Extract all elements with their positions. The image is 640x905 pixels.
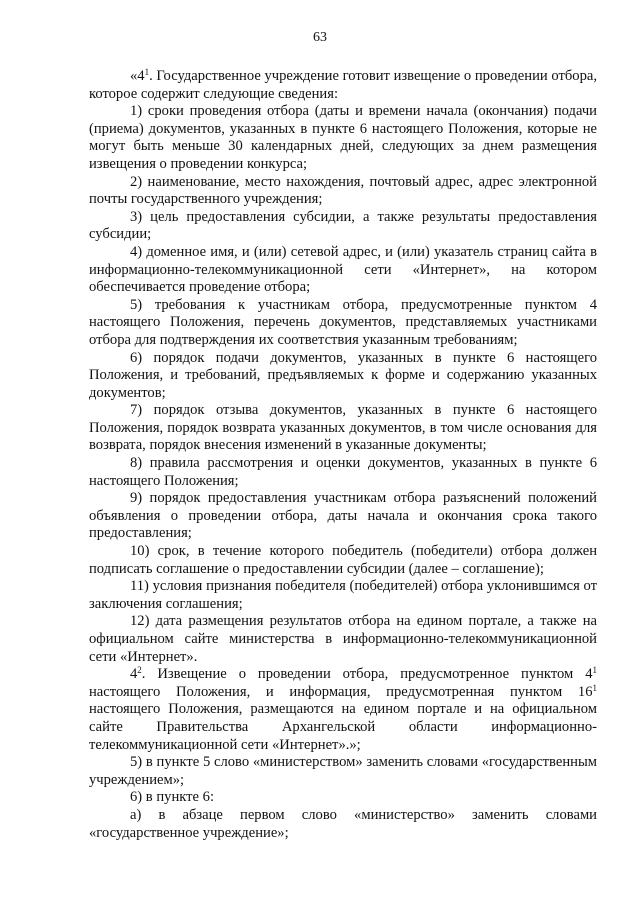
page-number: 63	[313, 30, 327, 45]
list-item-10: 10) срок, в течение которого победитель (победители) отбора должен подписать соглашение о предоставлении субсидии (далее – соглашение);	[89, 543, 597, 577]
superscript: 2	[137, 665, 142, 676]
list-item-1: 1) сроки проведения отбора (даты и времени начала (окончания) подачи (приема) документов, указанных в пункте 6 настоящего Положения, которые не могут быть меньше 30 календарных дней, следующих за днем размещения извещения о проведении конкурса;	[89, 103, 597, 172]
amendment-item-5: 5) в пункте 5 слово «министерством» заменить словами «государственным учреждением»;	[89, 754, 597, 788]
superscript: 1	[144, 67, 150, 77]
paragraph-item-4-2	[89, 666, 597, 754]
list-item-6: 6) порядок подачи документов, указанных в пункте 6 настоящего Положения, и требований, предъявляемых к форме и содержанию указанных документов;	[89, 349, 597, 401]
list-item-9: 9) порядок предоставления участникам отбора разъяснений положений объявления о проведении отбора, даты начала и окончания срока такого предоставления;	[89, 490, 597, 542]
text-run: 4	[130, 666, 138, 683]
list-item-5: 5) требования к участникам отбора, предусмотренные пунктом 4 настоящего Положения, перечень документов, представляемых участниками отбора для подтверждения их соответствия указанным требованиям;	[89, 296, 597, 348]
list-item-2: 2) наименование, место нахождения, почтовый адрес, адрес электронной почты государственного учреждения;	[89, 173, 597, 208]
superscript: 1	[592, 682, 597, 693]
text-run: настоящего Положения, и информация, предусмотренная пунктом 16	[89, 683, 593, 700]
list-item-7: 7) порядок отзыва документов, указанных в пункте 6 настоящего Положения, порядок возврата указанных документов, в том числе основания для возврата, порядок внесения изменений в указанные документы;	[89, 402, 597, 454]
text-run: «4	[130, 68, 145, 84]
superscript: 1	[592, 665, 597, 676]
list-item-12: 12) дата размещения результатов отбора на едином портале, а также на официальном сайте министерства в информационно-телекоммуникационной сети «Интернет».	[89, 613, 597, 665]
list-item-11: 11) условия признания победителя (победителей) отбора уклонившимся от заключения соглашения;	[89, 578, 597, 612]
text-run: настоящего Положения, размещаются на едином портале и на официальном сайте Правительства Архангельской области информационно-телекоммуникационной сети «Интернет».»;	[89, 701, 597, 753]
list-item-4: 4) доменное имя, и (или) сетевой адрес, и (или) указатель страниц сайта в информационно-телекоммуникационной сети «Интернет», на котором обеспечивается проведение отбора;	[89, 243, 597, 296]
text-run: . Государственное учреждение готовит извещение о проведении отбора, которое содержит следующие сведения:	[89, 68, 597, 102]
amendment-subitem-a: а) в абзаце первом слово «министерство» заменить словами «государственное учреждение»;	[89, 806, 597, 841]
amendment-item-6: 6) в пункте 6:	[130, 789, 215, 806]
list-item-8: 8) правила рассмотрения и оценки документов, указанных в пункте 6 настоящего Положения;	[89, 455, 597, 489]
text-run: . Извещение о проведении отбора, предусмотренное пунктом 4	[141, 666, 593, 683]
body-text	[89, 68, 597, 842]
paragraph-item-4-1	[89, 68, 597, 103]
list-item-3: 3) цель предоставления субсидии, а также результаты предоставления субсидии;	[89, 208, 597, 243]
